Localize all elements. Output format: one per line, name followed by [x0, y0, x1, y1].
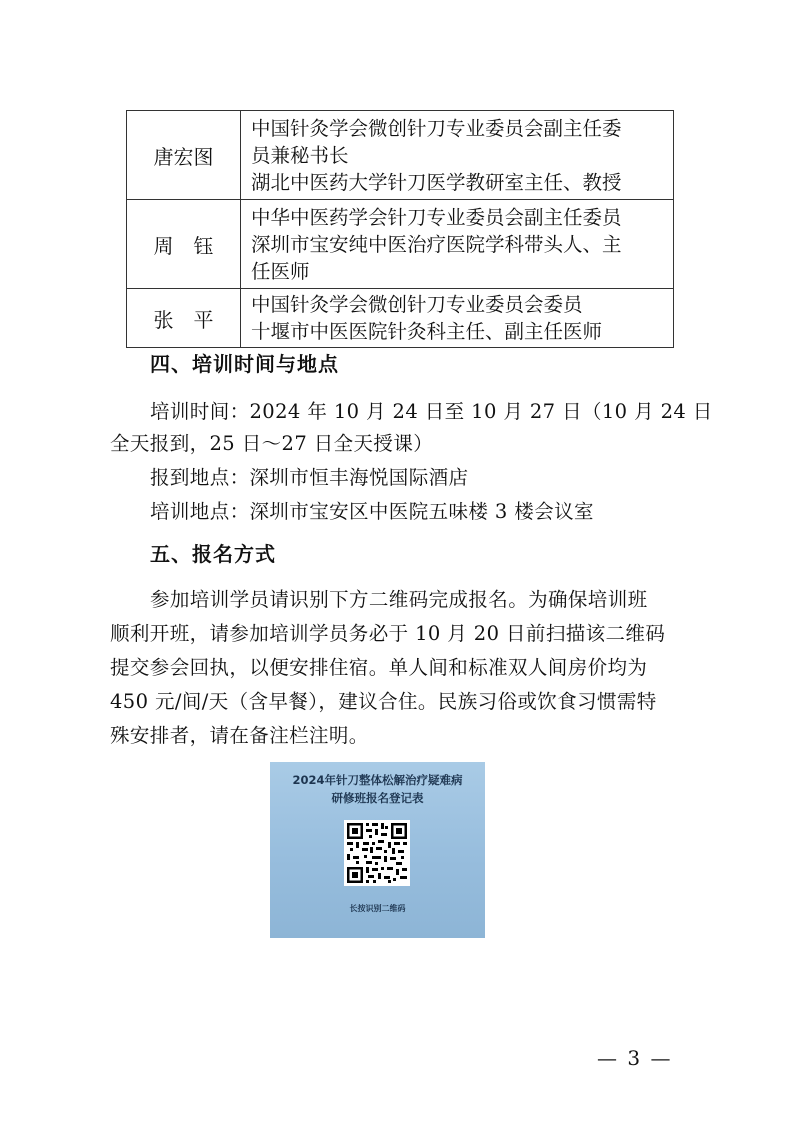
section-heading-registration: 五、报名方式 — [150, 542, 276, 566]
page-number: — 3 — — [597, 1046, 673, 1070]
description-line: 中国针灸学会微创针刀专业委员会副主任委 — [251, 116, 622, 140]
description-line: 中华中医药学会针刀专业委员会副主任委员 — [251, 205, 622, 229]
qr-code-icon — [344, 820, 410, 886]
registration-line-2: 顺利开班，请参加培训学员务必于 10 月 20 日前扫描该二维码 — [110, 622, 666, 645]
faculty-name: 周 钰 — [127, 200, 241, 289]
description-line: 湖北中医药大学针刀医学教研室主任、教授 — [251, 170, 622, 194]
faculty-description — [241, 200, 674, 289]
table-row — [127, 200, 674, 289]
faculty-description — [241, 289, 674, 348]
qr-registration-card — [270, 762, 485, 938]
faculty-name: 张 平 — [127, 289, 241, 348]
description-line: 任医师 — [251, 259, 310, 283]
registration-line-1: 参加培训学员请识别下方二维码完成报名。为确保培训班 — [150, 588, 648, 611]
registration-line-4: 450 元/间/天（含早餐），建议合住。民族习俗或饮食习惯需特 — [110, 690, 657, 713]
training-venue: 培训地点：深圳市宝安区中医院五味楼 3 楼会议室 — [150, 500, 594, 523]
registration-line-5: 殊安排者，请在备注栏注明。 — [110, 724, 369, 747]
description-line: 十堰市中医医院针灸科主任、副主任医师 — [251, 320, 603, 343]
faculty-name: 唐宏图 — [127, 111, 241, 200]
section-heading-training-time-location: 四、培训时间与地点 — [150, 352, 339, 376]
training-time-line-1: 培训时间：2024 年 10 月 24 日至 10 月 27 日（10 月 24 日 — [150, 400, 713, 423]
description-line: 员兼秘书长 — [251, 143, 349, 167]
faculty-description — [241, 111, 674, 200]
description-line: 中国针灸学会微创针刀专业委员会委员 — [251, 293, 583, 316]
description-line: 深圳市宝安纯中医治疗医院学科带头人、主 — [251, 232, 622, 256]
checkin-location: 报到地点：深圳市恒丰海悦国际酒店 — [150, 466, 469, 489]
table-row — [127, 111, 674, 200]
table-row — [127, 289, 674, 348]
qr-card-title-line-1: 2024年针刀整体松解治疗疑难病 — [292, 773, 463, 787]
registration-line-3: 提交参会回执，以便安排住宿。单人间和标准双人间房价均为 — [110, 656, 648, 679]
qr-code[interactable] — [344, 820, 410, 886]
qr-card-title-line-2: 研修班报名登记表 — [331, 791, 424, 805]
training-time-line-2: 全天报到，25 日～27 日全天授课） — [110, 432, 434, 455]
faculty-table — [126, 110, 674, 348]
qr-card-caption: 长按识别二维码 — [349, 904, 406, 913]
